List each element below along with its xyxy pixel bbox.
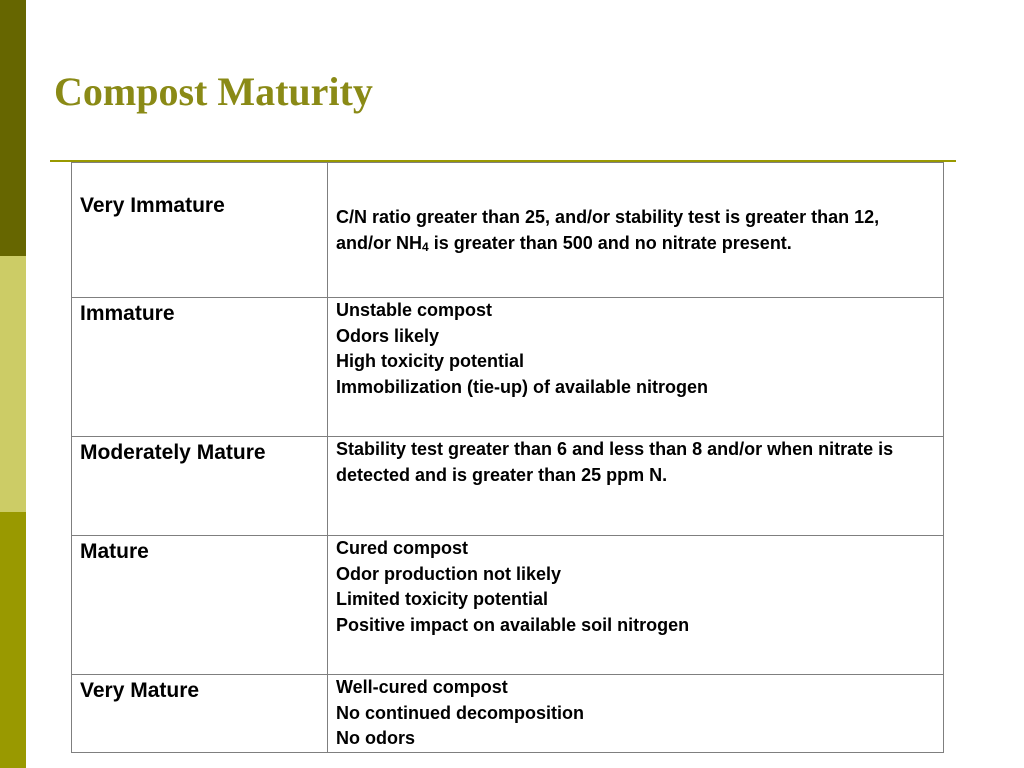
description-cell bbox=[328, 163, 944, 298]
description-line: High toxicity potential bbox=[336, 351, 525, 371]
side-bar-light bbox=[0, 256, 26, 512]
table-row bbox=[72, 298, 944, 437]
description-text: C/N ratio greater than 25, and/or stability test is greater than 12, and/or NH bbox=[336, 207, 880, 253]
table-row bbox=[72, 163, 944, 298]
description-cell bbox=[328, 298, 944, 437]
description-line: No continued decomposition bbox=[336, 702, 584, 723]
side-bar-dark bbox=[0, 0, 26, 256]
description-cell bbox=[328, 437, 944, 536]
description-line: Limited toxicity potential bbox=[336, 589, 549, 609]
stage-cell: Very Mature bbox=[72, 675, 328, 753]
subscript: 4 bbox=[422, 239, 429, 254]
stage-cell: Mature bbox=[72, 536, 328, 675]
description-line: No odors bbox=[336, 728, 415, 748]
description-cell bbox=[328, 536, 944, 675]
maturity-table bbox=[71, 162, 944, 753]
description-line: Well-cured compost bbox=[336, 677, 508, 697]
description-line: Odor production not likely bbox=[336, 563, 561, 584]
description-line: Unstable compost bbox=[336, 300, 493, 320]
stage-cell: Immature bbox=[72, 298, 328, 437]
stage-cell: Very Immature bbox=[72, 163, 328, 298]
description-line: Odors likely bbox=[336, 325, 440, 346]
description-line: Positive impact on available soil nitrogen bbox=[336, 614, 690, 635]
description-text: is greater than 500 and no nitrate present. bbox=[428, 232, 792, 253]
table-row bbox=[72, 675, 944, 753]
table-row bbox=[72, 536, 944, 675]
description-line: Stability test greater than 6 and less than 8 and/or when nitrate is detected and is greater than 25 ppm N. bbox=[336, 439, 894, 485]
slide-title: Compost Maturity bbox=[54, 69, 373, 114]
side-bar-olive bbox=[0, 512, 26, 768]
table-row bbox=[72, 437, 944, 536]
stage-cell: Moderately Mature bbox=[72, 437, 328, 536]
description-line: Immobilization (tie-up) of available nitrogen bbox=[336, 376, 709, 397]
description-line: Cured compost bbox=[336, 538, 469, 558]
description-cell bbox=[328, 675, 944, 753]
